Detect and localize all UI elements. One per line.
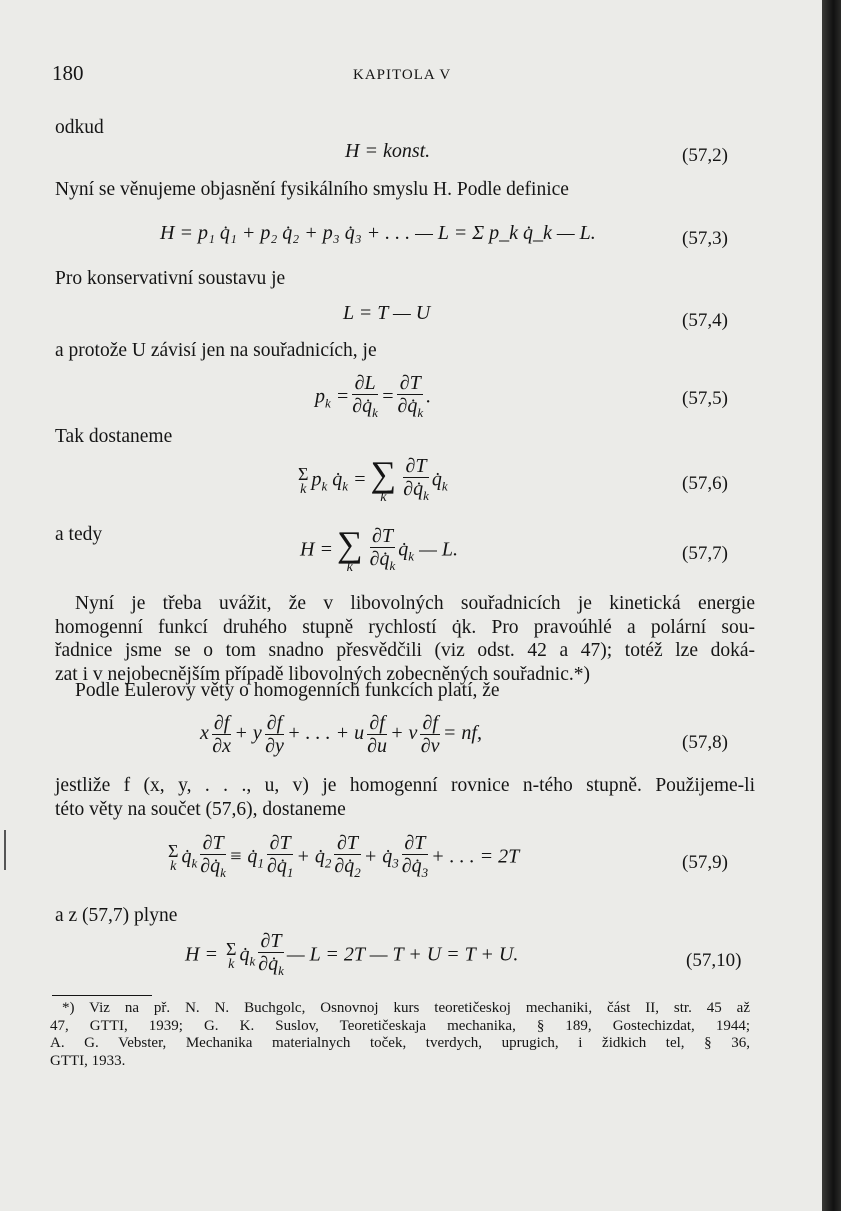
paragraph-line: Nyní je třeba uvážit, že v libovolných souřadnicích je kinetická energie (75, 593, 755, 614)
equation-number-57-9: (57,9) (682, 852, 728, 873)
equation-57-9: Σ k $q̇_k$ $\frac{\partial T}{\partial q̇_k}$ ≡ $q̇_1$ $\frac{\partial T}{\partial q̇_1}$ + $q̇_2$ $\frac{\partial T}{\partial q̇_2}$ + $q̇_3$ $\frac{\partial T}{\partial q̇_3}$ + . . . = 2T (168, 832, 520, 880)
paragraph-jestlize (55, 774, 755, 821)
page-number: 180 (52, 61, 84, 85)
equation-number-57-5: (57,5) (682, 388, 728, 409)
equation-57-7: H = ∑ k $\frac{\partial T}{\partial q̇_k}$ $q̇_k$ — L. (300, 524, 458, 575)
equation-57-4: L = T — U (343, 302, 431, 324)
footnote-line: *) Viz na př. N. N. Buchgolc, Osnovnoj kurs teoretičeskoj mechaniki, část II, str. 45 až (62, 1000, 750, 1016)
paragraph-line: jestliže f (x, y, . . ., u, v) je homogenní rovnice n-tého stupně. Použijeme-li (55, 775, 755, 796)
running-head: KAPITOLA V (353, 67, 452, 83)
line-tak-dostaneme: Tak dostaneme (55, 426, 173, 447)
equation-number-57-4: (57,4) (682, 310, 728, 331)
line-a-protoze: a protože U závisí jen na souřadnicích, je (55, 340, 377, 361)
line-a-z: a z (57,7) plyne (55, 905, 178, 926)
paragraph-euler: Podle Eulerovy věty o homogenních funkcích platí, že (75, 680, 500, 701)
book-edge (822, 0, 841, 1211)
line-nyni-venujeme: Nyní se věnujeme objasnění fysikálního smyslu H. Podle definice (55, 179, 569, 200)
margin-mark (4, 830, 6, 870)
equation-number-57-10: (57,10) (686, 950, 742, 971)
equation-number-57-8: (57,8) (682, 732, 728, 753)
equation-number-57-2: (57,2) (682, 145, 728, 166)
footnote (50, 1000, 750, 1070)
equation-57-2: H = konst. (345, 140, 431, 162)
paragraph-line: homogenní funkcí druhého stupně rychlostí q̇k. Pro pravoúhlé a polární sou- (55, 616, 755, 638)
equation-57-5: $p_k$ = $\frac{\partial L}{\partial q̇_k}$ = $\frac{\partial T}{\partial q̇_k}$ . (315, 372, 432, 420)
footnote-rule (52, 995, 152, 996)
paragraph-line: zat i v nejobecnějším případě libovolných zobecněných souřadnic.*) (55, 663, 590, 685)
paragraph-homogenni (55, 592, 755, 686)
line-pro-konservativni: Pro konservativní soustavu je (55, 268, 286, 289)
footnote-line: GTTI, 1933. (50, 1052, 126, 1069)
footnote-line: A. G. Vebster, Mechanika materialnych toček, tverdych, uprugich, i židkich tel, § 36, (50, 1035, 750, 1051)
equation-number-57-3: (57,3) (682, 228, 728, 249)
footnote-line: 47, GTTI, 1939; G. K. Suslov, Teoretičeskaja mechanika, § 189, Gostechizdat, 1944; (50, 1017, 750, 1034)
equation-57-10: H = Σ k $q̇_k$ $\frac{\partial T}{\partial q̇_k}$ — L = 2T — T + U = T + U. (185, 930, 519, 978)
paragraph-line: této věty na součet (57,6), dostaneme (55, 798, 346, 820)
paragraph-line: řadnice jsme se o tom snadno přesvědčili (viz odst. 42 a 47); totéž lze doká- (55, 640, 755, 661)
line-odkud: odkud (55, 117, 104, 138)
equation-number-57-6: (57,6) (682, 473, 728, 494)
line-a-tedy: a tedy (55, 524, 103, 545)
equation-57-6: Σ k $p_k$ $q̇_k$ = ∑ k $\frac{\partial T}{\partial q̇_k}$ $q̇_k$ (298, 454, 448, 505)
equation-57-8: x $\frac{\partial f}{\partial x}$ + y $\frac{\partial f}{\partial y}$ + . . . + u $\frac{\partial f}{\partial u}$ + v $\frac{\partial f}{\partial v}$ = nf, (200, 712, 482, 757)
equation-number-57-7: (57,7) (682, 543, 728, 564)
equation-57-3: H = p₁ q̇₁ + p₂ q̇₂ + p₃ q̇₃ + . . . — L = Σ p_k q̇_k — L. (160, 222, 596, 244)
